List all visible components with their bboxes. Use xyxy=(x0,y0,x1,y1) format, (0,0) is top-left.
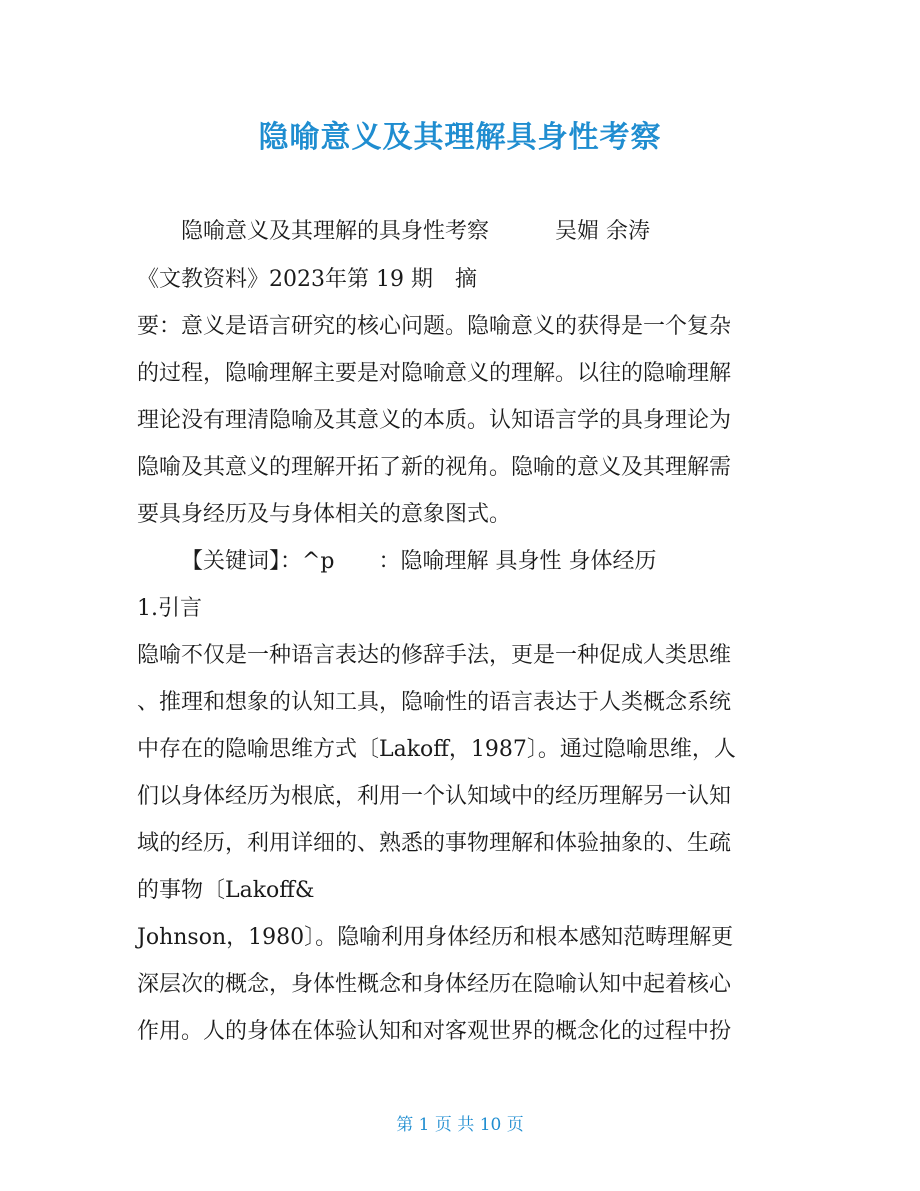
document-title: 隐喻意义及其理解具身性考察 xyxy=(258,120,662,155)
abstract-line: 隐喻及其意义的理解开拓了新的视角。隐喻的意义及其理解需 xyxy=(137,455,732,480)
body-line: 隐喻不仅是一种语言表达的修辞手法，更是一种促成人类思维 xyxy=(137,643,732,668)
abstract-line: 要：意义是语言研究的核心问题。隐喻意义的获得是一个复杂 xyxy=(137,314,732,339)
body-line: 深层次的概念，身体性概念和身体经历在隐喻认知中起着核心 xyxy=(137,972,732,997)
body-line: 们以身体经历为根底，利用一个认知域中的经历理解另一认知 xyxy=(137,784,732,809)
body-line: 域的经历，利用详细的、熟悉的事物理解和体验抽象的、生疏 xyxy=(137,831,732,856)
abstract-line: 要具身经历及与身体相关的意象图式。 xyxy=(137,502,512,527)
section-heading: 1.引言 xyxy=(137,596,202,621)
keywords-line: 【关键词】：^p ：隐喻理解 具身性 身体经历 xyxy=(181,549,657,574)
article-header-line: 隐喻意义及其理解的具身性考察 吴媚 余涛 xyxy=(181,219,650,244)
body-line: 作用。人的身体在体验认知和对客观世界的概念化的过程中扮 xyxy=(137,1019,732,1044)
body-line: 中存在的隐喻思维方式〔Lakoff，1987〕。通过隐喻思维，人 xyxy=(137,737,736,762)
source-line: 《文教资料》2023年第 19 期 摘 xyxy=(137,267,477,292)
abstract-line: 的过程，隐喻理解主要是对隐喻意义的理解。以往的隐喻理解 xyxy=(137,361,732,386)
body-line: 的事物〔Lakoff& xyxy=(137,878,315,903)
body-line: Johnson，1980〕。隐喻利用身体经历和根本感知范畴理解更 xyxy=(137,925,734,950)
abstract-line: 理论没有理清隐喻及其意义的本质。认知语言学的具身理论为 xyxy=(137,408,732,433)
page-footer: 第 1 页 共 10 页 xyxy=(396,1115,524,1135)
body-line: 、推理和想象的认知工具，隐喻性的语言表达于人类概念系统 xyxy=(137,690,732,715)
